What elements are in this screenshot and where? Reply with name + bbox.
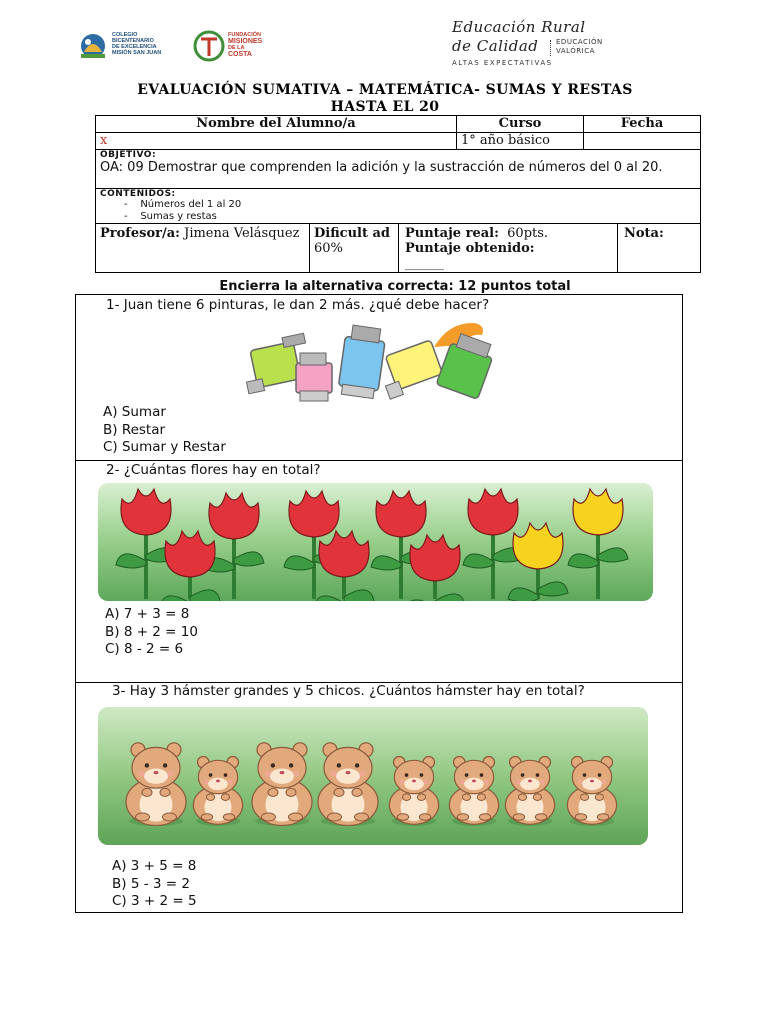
info-table xyxy=(95,115,701,273)
difficulty-label: Dificult ad xyxy=(314,226,391,241)
objective-cell xyxy=(96,150,701,189)
title-line-2: HASTA EL 20 xyxy=(330,99,440,115)
contents-item: - Números del 1 al 20 xyxy=(124,199,242,210)
real-score-label: Puntaje real: xyxy=(405,226,499,241)
contents-item: - Sumas y restas xyxy=(124,211,217,222)
foundation-logo-icon xyxy=(192,30,226,62)
option-c[interactable]: C) 8 - 2 = 6 xyxy=(105,641,184,657)
date-field[interactable] xyxy=(584,133,701,150)
flowers-illustration xyxy=(98,483,653,601)
option-a[interactable]: A) 7 + 3 = 8 xyxy=(105,606,190,622)
school-shield-icon xyxy=(76,32,110,60)
question-3-options xyxy=(112,858,197,911)
date-header: Fecha xyxy=(584,116,701,133)
teacher-row xyxy=(96,224,701,273)
foundation-logo-text: FUNDACIÓN MISIONES DE LA COSTA xyxy=(228,32,263,58)
question-1-options xyxy=(103,404,226,457)
question-2-options xyxy=(105,606,198,659)
student-name-field[interactable]: x xyxy=(96,133,457,150)
big-hamster-icon xyxy=(252,743,312,826)
option-b[interactable]: B) 8 + 2 = 10 xyxy=(105,623,198,640)
teacher-label: Profesor/a: xyxy=(100,226,180,241)
big-hamster-icon xyxy=(126,743,186,826)
objective-text: OA: 09 Demostrar que comprenden la adición y la sustracción de números del 0 al 20. xyxy=(100,160,663,175)
grade-cell[interactable] xyxy=(618,224,700,272)
teacher-name: Jimena Velásquez xyxy=(184,226,300,241)
option-b[interactable]: B) Restar xyxy=(103,421,166,438)
course-field[interactable]: 1° año básico xyxy=(457,133,584,150)
option-a[interactable]: A) Sumar xyxy=(103,404,166,420)
divider xyxy=(76,460,682,461)
difficulty-value: 60% xyxy=(314,241,343,256)
title-line-1: EVALUACIÓN SUMATIVA – MATEMÁTICA- SUMAS Y RESTAS xyxy=(137,82,633,98)
grade-label: Nota: xyxy=(624,226,664,241)
brand-logo xyxy=(448,18,628,72)
option-c[interactable]: C) Sumar y Restar xyxy=(103,439,226,455)
real-score-value: 60pts. xyxy=(507,226,549,241)
brand-separator xyxy=(550,40,551,56)
option-a[interactable]: A) 3 + 5 = 8 xyxy=(112,858,197,874)
small-hamster-icon xyxy=(449,757,498,826)
teacher-cell xyxy=(96,224,310,272)
question-2-text: 2- ¿Cuántas flores hay en total? xyxy=(106,462,321,478)
blue-tube-icon xyxy=(337,324,386,399)
contents-label: CONTENIDOS: xyxy=(100,189,176,199)
small-hamster-icon xyxy=(505,757,554,826)
school-logos xyxy=(76,30,271,62)
brand-side-1: EDUCACIÓN xyxy=(556,38,603,46)
option-b[interactable]: B) 5 - 3 = 2 xyxy=(112,875,190,892)
brand-line-1: Educación Rural xyxy=(452,18,586,36)
paint-tubes-illustration xyxy=(234,317,494,405)
brand-tagline: ALTAS EXPECTATIVAS xyxy=(452,59,553,67)
small-hamster-icon xyxy=(389,757,438,826)
brand-line-2: de Calidad xyxy=(452,37,539,55)
yellow-tube-icon xyxy=(376,340,445,399)
obtained-score-label: Puntaje obtenido: xyxy=(405,241,535,256)
small-hamster-icon xyxy=(193,757,242,826)
option-c[interactable]: C) 3 + 2 = 5 xyxy=(112,893,197,909)
contents-cell xyxy=(96,189,701,224)
question-3-text: 3- Hay 3 hámster grandes y 5 chicos. ¿Cuántos hámster hay en total? xyxy=(112,683,585,699)
grass-background xyxy=(98,707,648,845)
small-hamster-icon xyxy=(567,757,616,826)
school-logo-text: COLEGIO BICENTENARIO DE EXCELENCIA MISIÓN SAN JUAN xyxy=(112,32,162,56)
difficulty-cell xyxy=(310,224,399,272)
score-cell xyxy=(399,224,618,272)
brand-side-2: VALÓRICA xyxy=(556,47,595,55)
hamsters-illustration xyxy=(98,707,648,845)
question-1-text: 1- Juan tiene 6 pinturas, le dan 2 más. ¿qué debe hacer? xyxy=(106,297,490,313)
big-hamster-icon xyxy=(318,743,378,826)
questions-frame xyxy=(75,294,683,913)
instruction: Encierra la alternativa correcta: 12 puntos total xyxy=(219,279,571,294)
objective-label: OBJETIVO: xyxy=(100,150,157,160)
student-header: Nombre del Alumno/a xyxy=(96,116,457,133)
course-header: Curso xyxy=(457,116,584,133)
obtained-score-blank[interactable]: ______ xyxy=(405,256,444,271)
pink-tube-icon xyxy=(296,353,332,401)
